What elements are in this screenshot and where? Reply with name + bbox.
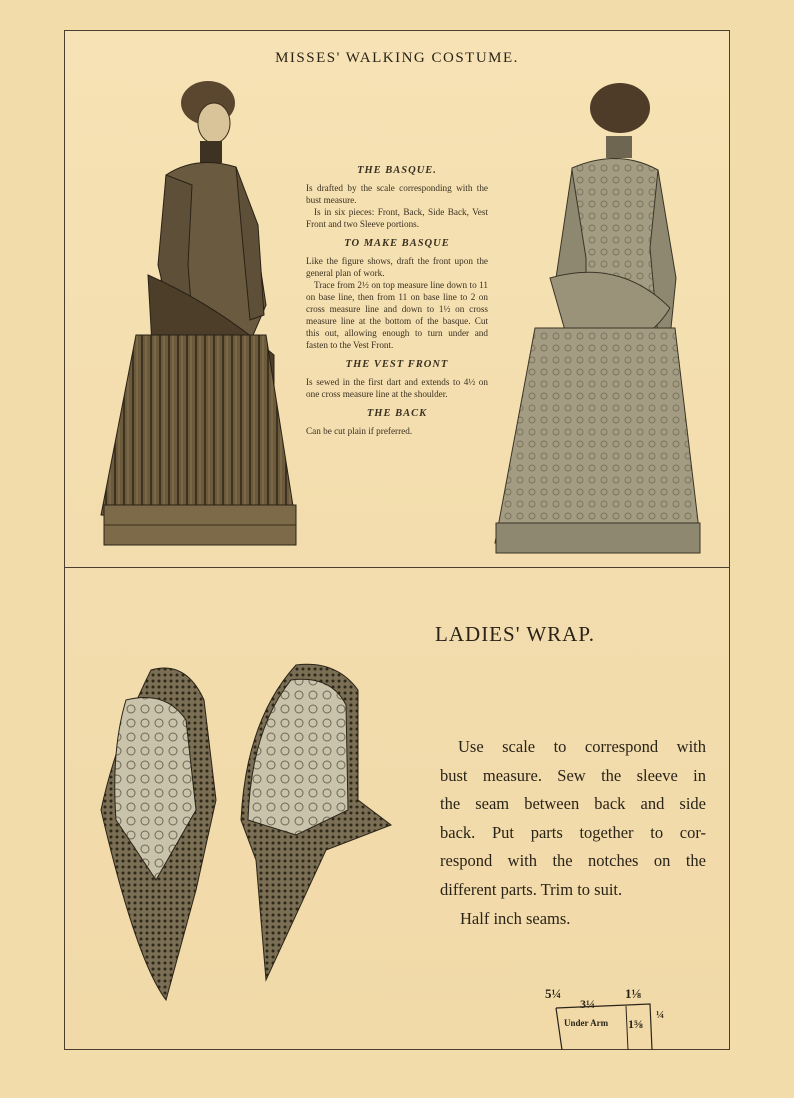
text-line: Use scale to correspond with — [458, 737, 706, 756]
basque-instructions — [306, 165, 488, 445]
text-line: back. Put parts together to cor- — [440, 822, 706, 842]
costume-title: MISSES' WALKING COSTUME. — [275, 50, 519, 66]
paragraph: Like the figure shows, draft the front upon the general plan of work. — [306, 256, 488, 278]
measure-label: 1⅛ — [625, 986, 642, 1001]
paragraph: Trace from 2½ on top measure line down to 11 on base line, then from 11 on base line to 2 on cross measure line and down to 1½ on cross measure line at the bottom of the basque. Cut this out, allowing enough to turn under and fasten to the Vest Front. — [306, 280, 488, 350]
section-heading: TO MAKE BASQUE — [344, 238, 450, 249]
text-line: respond with the notches on the — [440, 851, 706, 871]
text-line: the seam between back and side — [440, 794, 706, 814]
diagram-label: Under Arm — [564, 1018, 609, 1028]
text-line: different parts. Trim to suit. — [440, 879, 623, 899]
paragraph: Is sewed in the first dart and extends to 4½ on one cross measure line at the shoulder. — [306, 377, 488, 399]
front-figure-illustration — [96, 75, 306, 555]
measure-label: 1⅝ — [628, 1017, 643, 1031]
section-divider — [64, 567, 730, 568]
measure-label: 3¼ — [580, 997, 595, 1011]
text-line: bust measure. Sew the sleeve in — [440, 765, 706, 785]
paragraph: Can be cut plain if preferred. — [306, 426, 413, 436]
wrap-title: LADIES' WRAP. — [435, 622, 595, 646]
wrap-instructions — [440, 733, 706, 933]
section-heading: THE BACK — [366, 408, 428, 419]
section-heading: THE BASQUE. — [357, 165, 437, 176]
paragraph: Is drafted by the scale corresponding with the bust measure. — [306, 183, 488, 205]
measure-label: 5¼ — [545, 986, 562, 1001]
paragraph: Is in six pieces: Front, Back, Side Back, Vest Front and two Sleeve portions. — [306, 207, 488, 229]
wrap-garment-illustration — [96, 660, 396, 1020]
back-figure-illustration — [490, 78, 705, 563]
pattern-measure-diagram — [540, 980, 680, 1050]
text-line: Half inch seams. — [460, 908, 571, 928]
measure-label: ¼ — [656, 1009, 665, 1021]
section-heading: THE VEST FRONT — [345, 359, 449, 370]
